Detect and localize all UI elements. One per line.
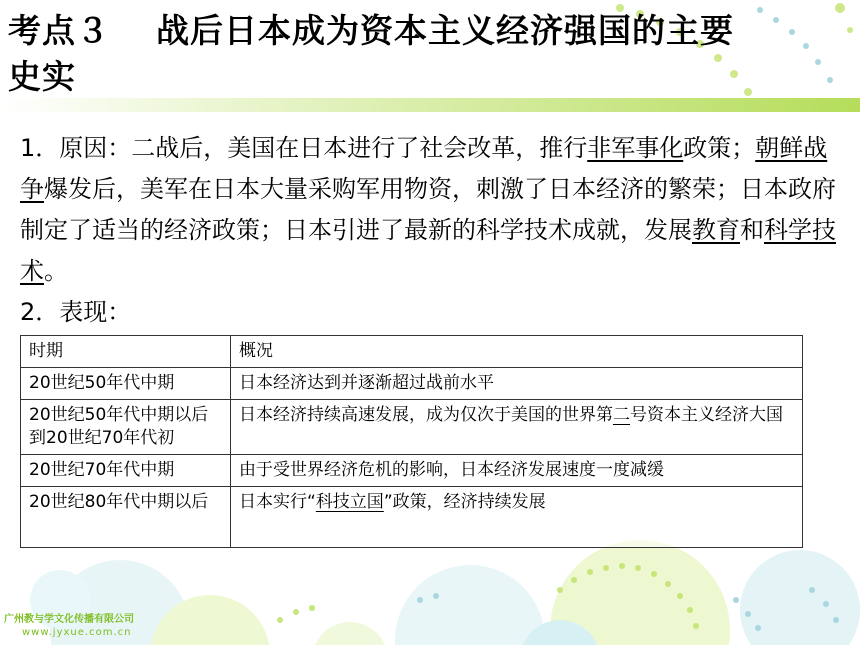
header-overview: 概况 xyxy=(231,336,803,368)
history-table xyxy=(20,335,803,548)
table-row xyxy=(21,455,803,487)
row-overview: 日本实行“科技立国”政策，经济持续发展 xyxy=(231,487,803,548)
table-header-row xyxy=(21,336,803,368)
title-underline-bar xyxy=(0,98,860,112)
table-row xyxy=(21,400,803,455)
keyword-tech-nation: 科技立国 xyxy=(315,492,384,512)
row-period: 20世纪80年代中期以后 xyxy=(21,487,231,548)
reason-paragraph: 1．原因：二战后，美国在日本进行了社会改革，推行非军事化政策；朝鲜战争爆发后，美军在日本大量采购军用物资，刺激了日本经济的繁荣；日本政府制定了适当的经济政策；日本引进了最新的科学技术成就，发展教育和科学技术。 xyxy=(20,134,836,285)
title-prefix: 考点３ xyxy=(8,11,110,50)
row-period: 20世纪70年代中期 xyxy=(21,455,231,487)
keyword-education: 教育 xyxy=(692,216,740,244)
row-overview: 日本经济持续高速发展，成为仅次于美国的世界第二号资本主义经济大国 xyxy=(231,400,803,455)
title-line2: 史实 xyxy=(8,57,76,96)
row-overview: 由于受世界经济危机的影响，日本经济发展速度一度减缓 xyxy=(231,455,803,487)
keyword-science-technology: 科学技术 xyxy=(20,216,836,285)
keyword-korean-war: 朝鲜战争 xyxy=(20,134,828,203)
table-row xyxy=(21,368,803,400)
performance-heading: 2．表现： xyxy=(20,298,132,326)
header-period: 时期 xyxy=(21,336,231,368)
company-logo-text: 广州教与学文化传播有限公司 xyxy=(4,614,134,625)
row-overview: 日本经济达到并逐渐超过战前水平 xyxy=(231,368,803,400)
row-period: 20世纪50年代中期 xyxy=(21,368,231,400)
table-row xyxy=(21,487,803,548)
company-url: www.jyxue.com.cn xyxy=(22,627,132,638)
page-title xyxy=(8,8,838,100)
bottom-bubbles xyxy=(30,540,860,645)
title-line1: 战后日本成为资本主义经济强国的主要 xyxy=(156,11,734,50)
row-period: 20世纪50年代中期以后到20世纪70年代初 xyxy=(21,400,231,455)
body-text xyxy=(20,128,840,333)
keyword-second: 二 xyxy=(613,405,630,425)
keyword-non-militarization: 非军事化 xyxy=(587,134,684,162)
